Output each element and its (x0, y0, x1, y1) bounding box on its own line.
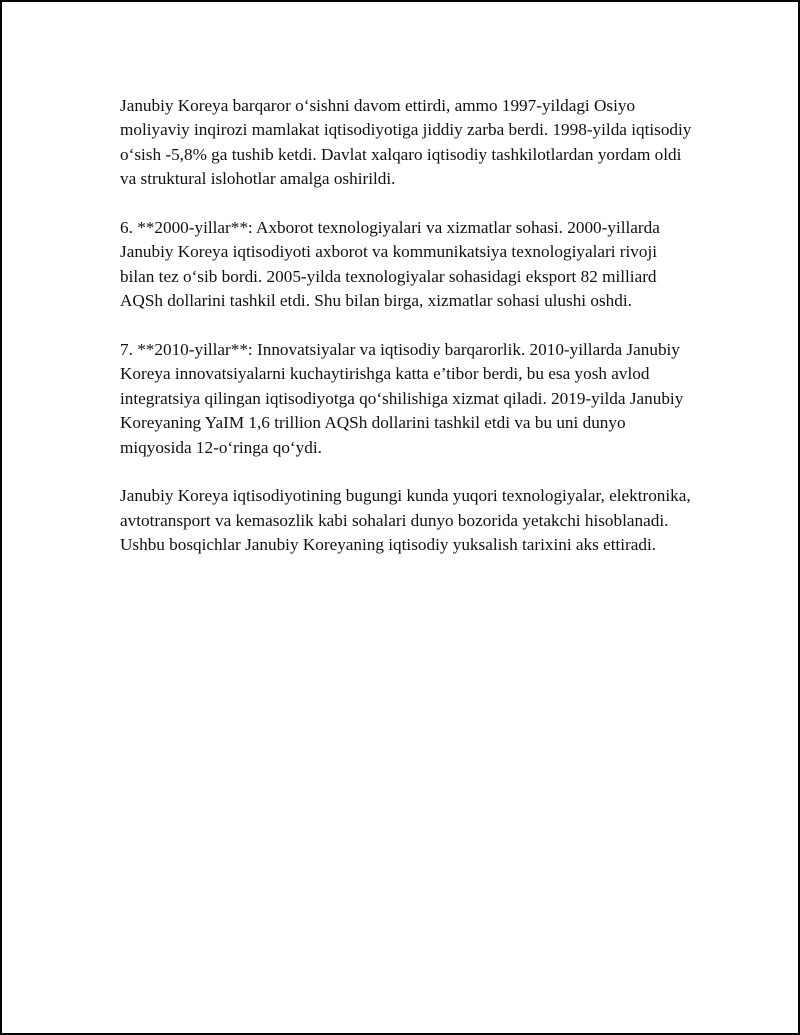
paragraph-2000s: 6. **2000-yillar**: Axborot texnologiyalari va xizmatlar sohasi. 2000-yillarda Janubiy Koreya iqtisodiyoti axborot va kommunikatsiya texnologiyalari rivoji bilan tez o‘sib bordi. 2005-yilda texnologiyalar sohasidagi eksport 82 milliard AQSh dollarini tashkil etdi. Shu bilan birga, xizmatlar sohasi ulushi oshdi. (120, 218, 660, 311)
paragraph-2010s: 7. **2010-yillar**: Innovatsiyalar va iqtisodiy barqarorlik. 2010-yillarda Janubiy Koreya innovatsiyalarni kuchaytirishga katta e’tibor berdi, bu esa yosh avlod integratsiya qilingan iqtisodiyotga qo‘shilishiga xizmat qiladi. 2019-yilda Janubiy Koreyaning YaIM 1,6 trillion AQSh dollarini tashkil etdi va bu uni dunyo miqyosida 12-o‘ringa qo‘ydi. (120, 340, 684, 457)
paragraph-conclusion: Janubiy Koreya iqtisodiyotining bugungi kunda yuqori texnologiyalar, elektronika, avtotransport va kemasozlik kabi sohalari dunyo bozorida yetakchi hisoblanadi. Ushbu bosqichlar Janubiy Koreyaning iqtisodiy yuksalish tarixini aks ettiradi. (120, 486, 691, 555)
paragraph-asian-crisis: Janubiy Koreya barqaror o‘sishni davom ettirdi, ammo 1997-yildagi Osiyo moliyaviy inqirozi mamlakat iqtisodiyotiga jiddiy zarba berdi. 1998-yilda iqtisodiy o‘sish -5,8% ga tushib ketdi. Davlat xalqaro iqtisodiy tashkilotlardan yordam oldi va struktural islohotlar amalga oshirildi. (120, 96, 692, 189)
document-body (120, 94, 694, 582)
